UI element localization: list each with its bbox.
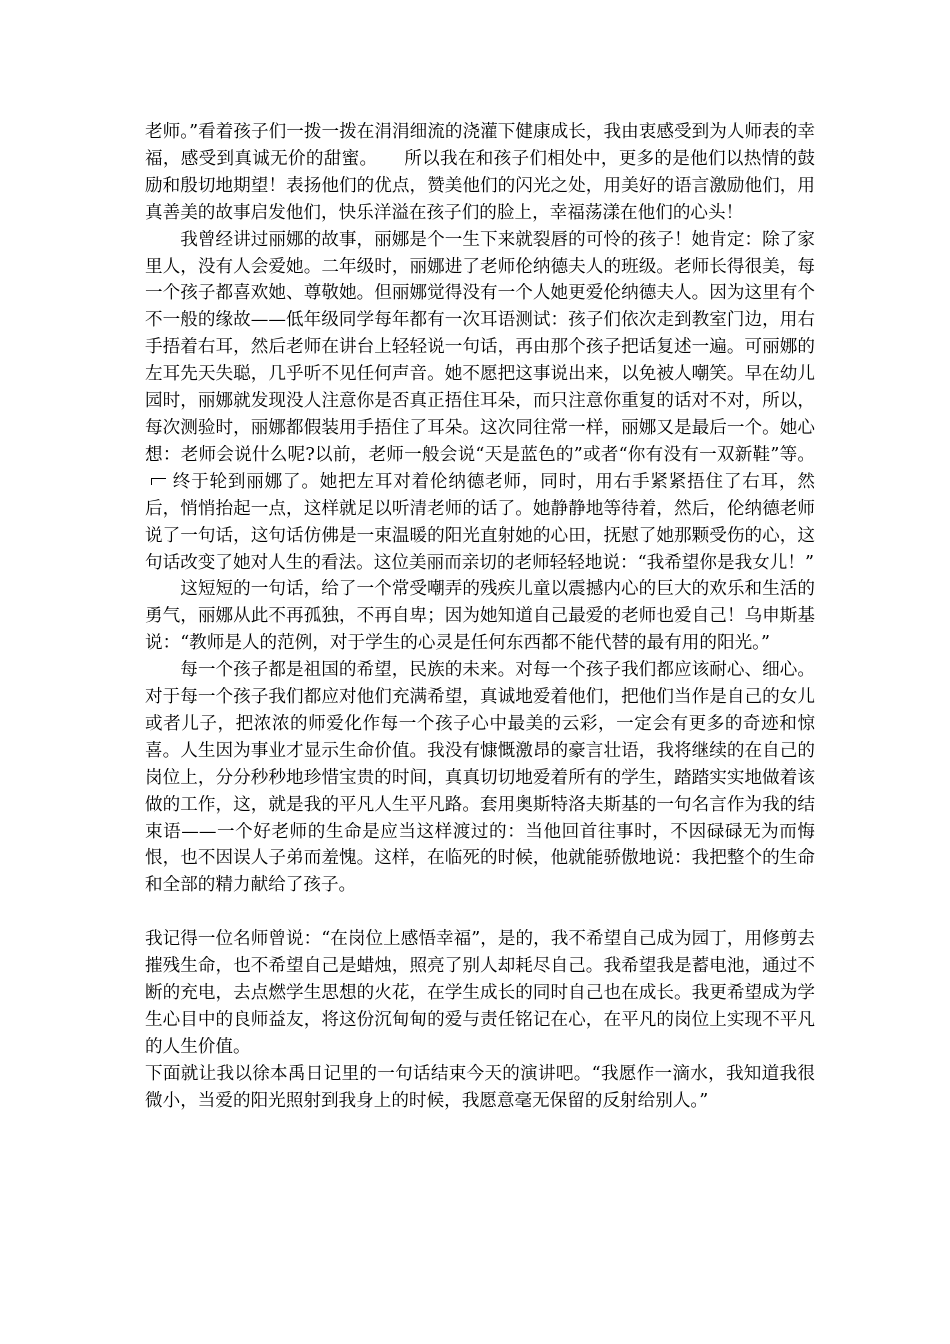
paragraph-reflection: 这短短的一句话，给了一个常受嘲弄的残疾儿童以震撼内心的巨大的欢乐和生活的勇气，丽娜从此不再孤独，不再自卑；因为她知道自己最爱的老师也爱自己！乌申斯基说：“教师是人的范例，对于学生的心灵是任何东西都不能代替的最有用的阳光。” xyxy=(145,579,815,654)
corner-mark-icon xyxy=(151,478,166,485)
paragraph-intro: 老师。”看着孩子们一拨一拨在涓涓细流的浇灌下健康成长，我由衷感受到为人师表的幸福，感受到真诚无价的甜蜜。 所以我在和孩子们相处中，更多的是他们以热情的鼓励和殷切地期望！表扬他们的优点，赞美他们的闪光之处，用美好的语言激励他们，用真善美的故事启发他们，快乐洋溢在孩子们的脸上，幸福荡漾在他们的心头！ xyxy=(145,122,815,223)
paragraph-lina-story-part2: 终于轮到丽娜了。她把左耳对着伦纳德老师，同时，用右手紧紧捂住了右耳，然后，悄悄抬起一点，这样就足以听清老师的话了。她静静地等待着，然后，伦纳德老师说了一句话，这句话仿佛是一束温暖的阳光直射她的心田，抚慰了她那颗受伤的心，这句话改变了她对人生的看法。这位美丽而亲切的老师轻轻地说：“我希望你是我女儿！” xyxy=(145,471,815,573)
paragraph-hope: 每一个孩子都是祖国的希望，民族的未来。对每一个孩子我们都应该耐心、细心。对于每一个孩子我们都应对他们充满希望，真诚地爱着他们，把他们当作是自己的女儿或者儿子，把浓浓的师爱化作每一个孩子心中最美的云彩，一定会有更多的奇迹和惊喜。人生因为事业才显示生命价值。我没有慷慨激昂的豪言壮语，我将继续的在自己的岗位上，分分秒秒地珍惜宝贵的时间，真真切切地爱着所有的学生，踏踏实实地做着该做的工作，这，就是我的平凡人生平凡路。套用奥斯特洛夫斯基的一句名言作为我的结束语——一个好老师的生命是应当这样渡过的：当他回首往事时，不因碌碌无为而悔恨，也不因误人子弟而羞愧。这样，在临死的时候，他就能骄傲地说：我把整个的生命和全部的精力献给了孩子。 xyxy=(145,660,815,896)
document-page xyxy=(145,119,815,1115)
paragraph-closing: 下面就让我以徐本禹日记里的一句话结束今天的演讲吧。“我愿作一滴水，我知道我很微小，当爱的阳光照射到我身上的时候，我愿意毫无保留的反射给别人。” xyxy=(145,1063,815,1111)
paragraph-lina-story xyxy=(145,227,815,577)
paragraph-lina-story-part1: 我曾经讲过丽娜的故事，丽娜是个一生下来就裂唇的可怜的孩子！她肯定：除了家里人，没有人会爱她。二年级时，丽娜进了老师伦纳德夫人的班级。老师长得很美，每一个孩子都喜欢她、尊敬她。但丽娜觉得没有一个人她更爱伦纳德夫人。因为这里有个不一般的缘故——低年级同学每年都有一次耳语测试：孩子们依次走到教室门边，用右手捂着右耳，然后老师在讲台上轻轻说一句话，再由那个孩子把话复述一遍。可丽娜的左耳先天失聪，几乎听不见任何声音。她不愿把这事说出来，以免被人嘲笑。早在幼儿园时，丽娜就发现没人注意你是否真正捂住耳朵，而只注意你重复的话对不对，所以，每次测验时，丽娜都假装用手捂住了耳朵。这次同往常一样，丽娜又是最后一个。她心想：老师会说什么呢?以前，老师一般会说“天是蓝色的”或者“你有没有一双新鞋”等。 xyxy=(145,229,815,465)
paragraph-teacher-quote: 我记得一位名师曾说：“在岗位上感悟幸福”，是的，我不希望自己成为园丁，用修剪去摧残生命，也不希望自己是蜡烛，照亮了别人却耗尽自己。我希望我是蓄电池，通过不断的充电，去点燃学生思想的火花，在学生成长的同时自己也在成长。我更希望成为学生心目中的良师益友，将这份沉甸甸的爱与责任铭记在心，在平凡的岗位上实现不平凡的人生价值。 xyxy=(145,929,815,1057)
paragraph-spacer xyxy=(145,899,815,926)
